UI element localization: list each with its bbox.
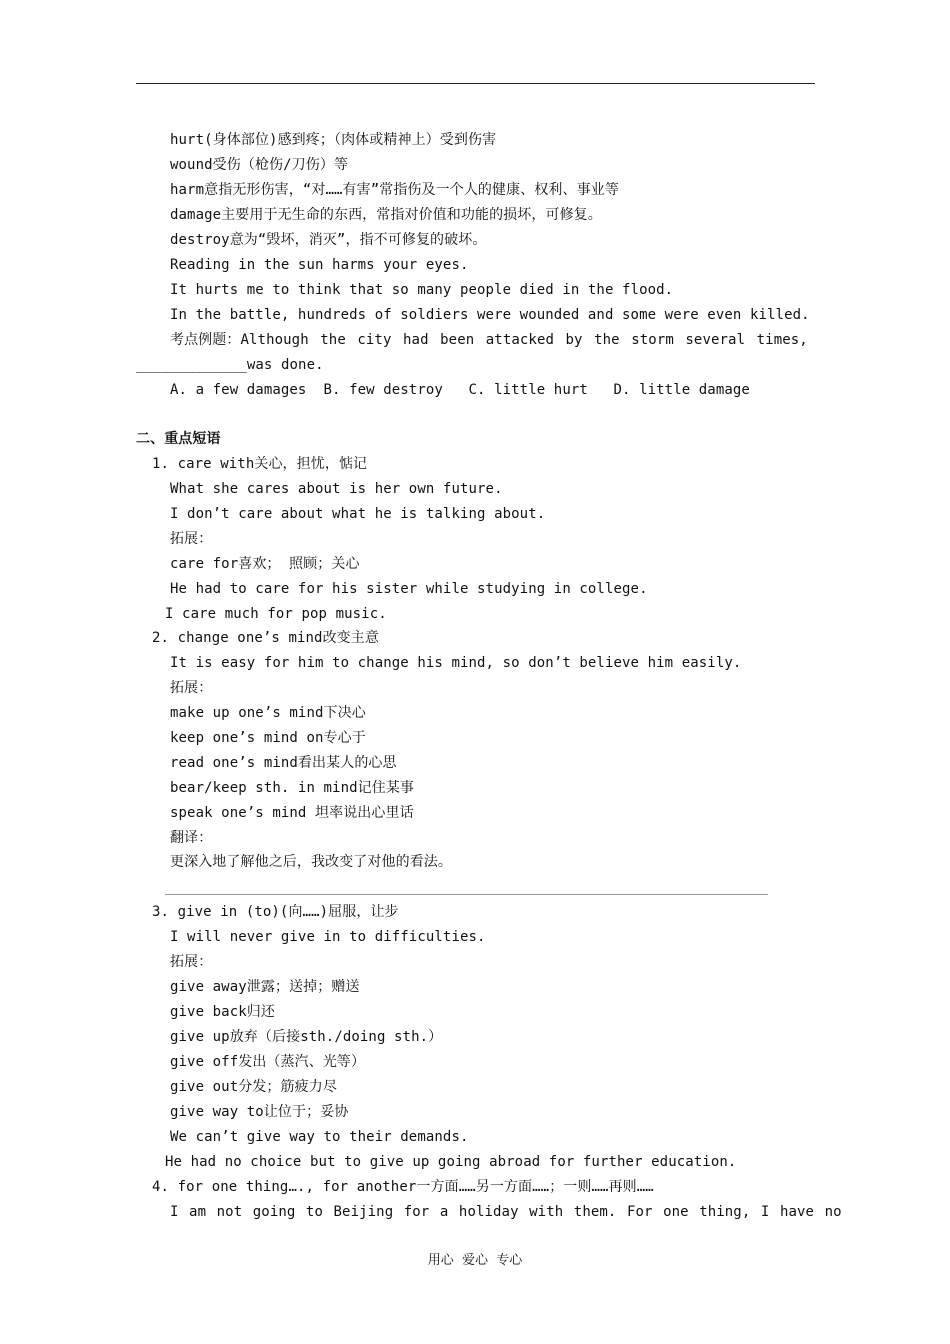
- text-line: harm意指无形伤害，“对……有害”常指伤及一个人的健康、权利、事业等: [170, 182, 619, 198]
- text-line: give back归还: [170, 1004, 275, 1020]
- text-line: give away泄露；送掉；赠送: [170, 979, 360, 995]
- text-line: He had no choice but to give up going abroad for further education.: [165, 1154, 737, 1170]
- answer-options: A. a few damages B. few destroy C. little hurt D. little damage: [170, 382, 750, 398]
- text-line: give off发出（蒸汽、光等）: [170, 1054, 366, 1070]
- page-footer: 用心 爱心 专心: [427, 1253, 523, 1268]
- text-line: I don’t care about what he is talking about.: [170, 506, 546, 522]
- text-line: I will never give in to difficulties.: [170, 929, 486, 945]
- phrase-item: 4. for one thing…., for another一方面……另一方面……；一则……再则……: [152, 1179, 654, 1195]
- text-line: He had to care for his sister while studying in college.: [170, 581, 648, 597]
- phrase-item: 1. care with关心，担忧，惦记: [152, 456, 368, 472]
- text-line: I am not going to Beijing for a holiday with them. For one thing, I have no: [170, 1204, 842, 1220]
- translation-answer-line: [165, 894, 768, 895]
- section-heading: 二、重点短语: [136, 431, 221, 447]
- text-line: Reading in the sun harms your eyes.: [170, 257, 469, 273]
- text-line: What she cares about is her own future.: [170, 481, 503, 497]
- text-line: read one’s mind看出某人的心思: [170, 755, 397, 771]
- text-line: 拓展：: [170, 954, 213, 970]
- text-line: damage主要用于无生命的东西，常指对价值和功能的损坏，可修复。: [170, 207, 602, 223]
- text-line: give up放弃（后接sth./doing sth.）: [170, 1029, 443, 1045]
- header-rule: [136, 83, 815, 84]
- text-line: I care much for pop music.: [165, 606, 387, 622]
- text-line: speak one’s mind 坦率说出心里话: [170, 805, 414, 821]
- example-question: 考点例题：Although the city had been attacked by the storm several times,: [170, 332, 808, 348]
- text-line: give way to让位于；妥协: [170, 1104, 349, 1120]
- text-line: In the battle, hundreds of soldiers were wounded and some were even killed.: [170, 307, 810, 323]
- phrase-item: 3. give in (to)(向……)屈服，让步: [152, 904, 399, 920]
- text-line: hurt(身体部位)感到疼；（肉体或精神上）受到伤害: [170, 132, 497, 148]
- translation-prompt: 更深入地了解他之后，我改变了对他的看法。: [170, 854, 452, 870]
- text-line: bear/keep sth. in mind记住某事: [170, 780, 415, 796]
- text-line: destroy意为“毁坏，消灭”，指不可修复的破坏。: [170, 232, 487, 248]
- text-line: give out分发；筋疲力尽: [170, 1079, 337, 1095]
- answer-blank-line: _____________was done.: [136, 357, 324, 373]
- text-line: It is easy for him to change his mind, so don’t believe him easily.: [170, 655, 742, 671]
- text-line: wound受伤（枪伤/刀伤）等: [170, 157, 349, 173]
- text-line: care for喜欢； 照顾；关心: [170, 556, 360, 572]
- text-line: make up one’s mind下决心: [170, 705, 366, 721]
- phrase-item: 2. change one’s mind改变主意: [152, 630, 379, 646]
- text-line: keep one’s mind on专心于: [170, 730, 366, 746]
- text-line: 翻译：: [170, 830, 213, 846]
- text-line: We can’t give way to their demands.: [170, 1129, 469, 1145]
- text-line: It hurts me to think that so many people died in the flood.: [170, 282, 674, 298]
- text-line: 拓展：: [170, 680, 213, 696]
- text-line: 拓展：: [170, 531, 213, 547]
